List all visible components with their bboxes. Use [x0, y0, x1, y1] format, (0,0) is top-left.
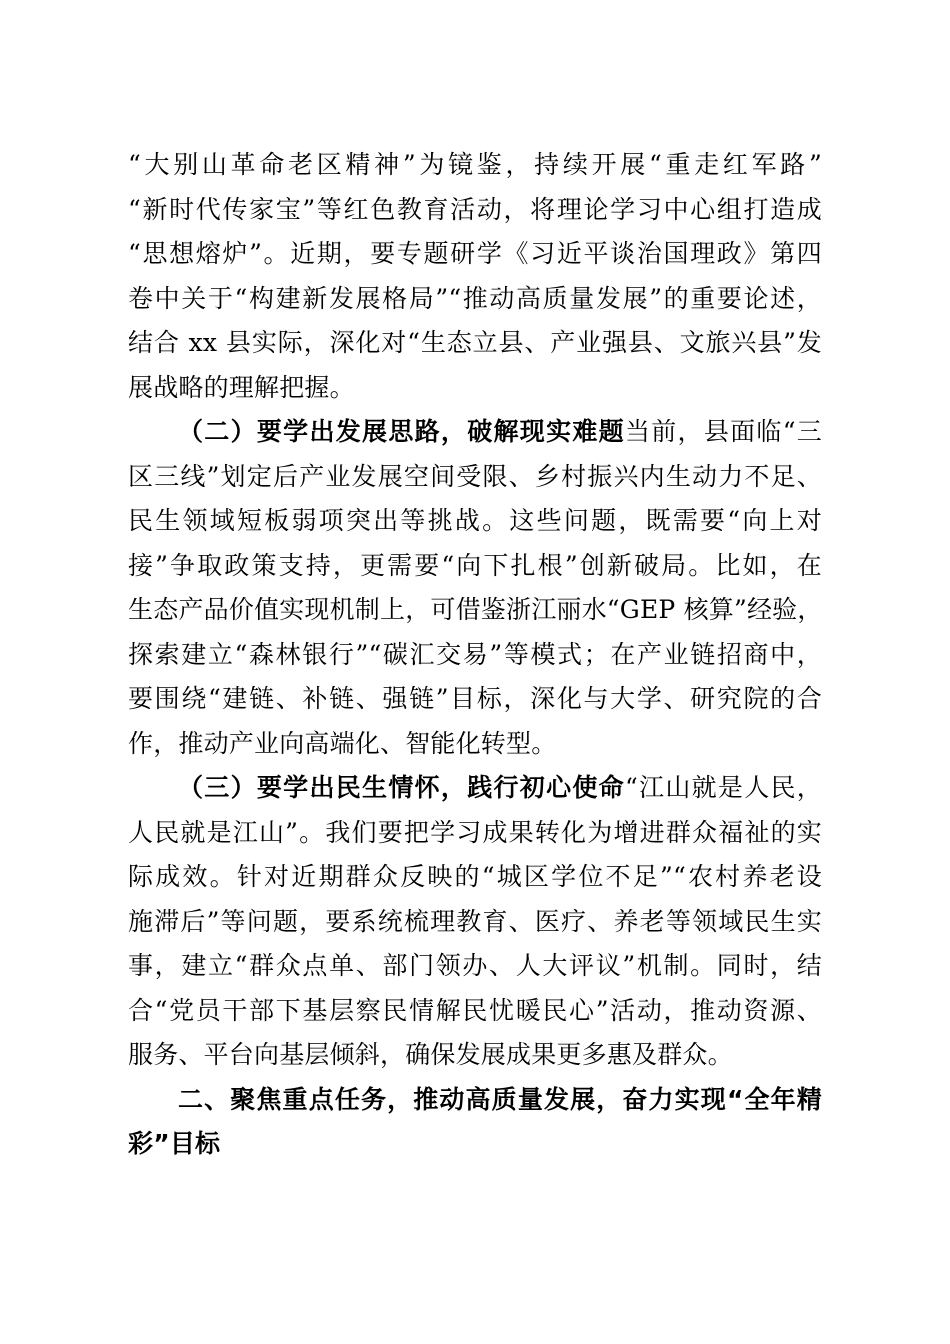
- text-line: 展战略的理解把握。: [128, 372, 355, 402]
- text-line: “思想熔炉”。近期，要专题研学《习近平谈治国理政》第四: [128, 239, 822, 268]
- text-line: 作，推动产业向高端化、智能化转型。: [128, 728, 557, 758]
- text-line: 结合 xx 县实际，深化对“生态立县、产业强县、文旅兴县”发: [128, 328, 822, 357]
- text-line: 生态产品价值实现机制上，可借鉴浙江丽水“GEP 核算”经验，: [128, 595, 823, 624]
- text-line: 接”争取政策支持，更需要“向下扎根”创新破局。比如，在: [128, 550, 822, 580]
- text-line: “新时代传家宝”等红色教育活动，将理论学习中心组打造成: [128, 194, 822, 224]
- text-line: 探索建立“森林银行”“碳汇交易”等模式；在产业链招商中，: [128, 639, 822, 669]
- heading-line: 彩”目标: [128, 1129, 221, 1158]
- text-line: 人民就是江山”。我们要把学习成果转化为增进群众福祉的实: [128, 817, 822, 847]
- text-fragment: “江山就是人民，: [624, 773, 822, 802]
- text-line-with-subheading: [128, 766, 822, 811]
- text-line: 民生领域短板弱项突出等挑战。这些问题，既需要“向上对: [128, 506, 822, 535]
- text-line: 事，建立“群众点单、部门领办、人大评议”机制。同时，结: [128, 951, 822, 980]
- text-line: 际成效。针对近期群众反映的“城区学位不足”“农村养老设: [128, 862, 822, 891]
- paragraph-livelihood: [128, 766, 822, 1078]
- text-line-with-subheading: [128, 410, 822, 455]
- paragraph-development-ideas: [128, 410, 822, 766]
- text-line: 合“党员干部下基层察民情解民忧暖民心”活动，推动资源、: [128, 995, 822, 1025]
- paragraph-red-education: [128, 143, 822, 410]
- heading-line: 二、聚焦重点任务，推动高质量发展，奋力实现“全年精: [178, 1084, 822, 1114]
- text-line: 服务、平台向基层倾斜，确保发展成果更多惠及群众。: [128, 1040, 733, 1069]
- text-fragment: 当前，县面临“三: [624, 417, 822, 446]
- subheading-livelihood: （三）要学出民生情怀，践行初心使命: [178, 773, 625, 802]
- document-body: [128, 143, 822, 1167]
- text-line: 区三线”划定后产业发展空间受限、乡村振兴内生动力不足、: [128, 461, 822, 491]
- text-line: 要围绕“建链、补链、强链”目标，深化与大学、研究院的合: [128, 684, 822, 713]
- text-line: “大别山革命老区精神”为镜鉴，持续开展“重走红军路”: [128, 150, 822, 179]
- text-line: 卷中关于“构建新发展格局”“推动高质量发展”的重要论述，: [128, 283, 822, 313]
- subheading-development-ideas: （二）要学出发展思路，破解现实难题: [178, 417, 625, 446]
- text-line: 施滞后”等问题，要系统梳理教育、医疗、养老等领域民生实: [128, 906, 822, 936]
- section-heading-key-tasks: [128, 1078, 822, 1167]
